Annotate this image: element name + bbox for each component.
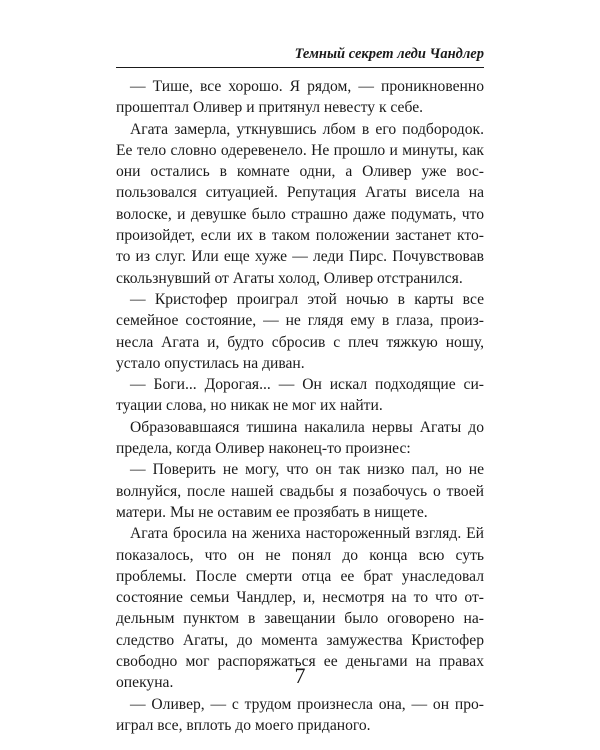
running-header: [116, 46, 484, 68]
paragraph-5: Образовавшаяся тишина накалила нервы Агаты до предела, когда Оливер наконец-то произнес:: [116, 418, 484, 458]
paragraph-8: — Оливер, — с трудом произнесла она, — он проиграл все, вплоть до моего приданого.: [116, 695, 484, 734]
book-title: Темный секрет леди Чандлер: [294, 46, 484, 62]
paragraph-7: Агата бросила на жениха настороженный взгляд. Ей показалось, что он не понял до конца всю суть проблемы. После смерти отца ее брат унаследовал состояние семьи Чандлер, и, несмотря на то что отдельным пунктом в завещании было оговорено наследство Агаты, до момента замужества Кристофер свободно мог распоряжаться ее деньгами на правах опекуна.: [116, 525, 484, 692]
paragraph-6: — Поверить не могу, что он так низко пал, но не волнуйся, после нашей свадьбы я позабочусь о твоей матери. Мы не оставим ее прозябать в нищете.: [116, 461, 484, 521]
paragraph-1: — Тише, все хорошо. Я рядом, — проникновенно прошептал Оливер и притянул невесту к себе.: [116, 78, 484, 117]
body-text: [116, 76, 484, 736]
page-number: 7: [294, 663, 306, 688]
paragraph-2: Агата замерла, уткнувшись лбом в его подбородок. Ее тело словно одеревенело. Не прошло и минуты, как они остались в комнате одни, а Оливер уже воспользовался ситуацией. Репутация Агаты висела на волоске, и девушке было страшно даже подумать, что произойдет, если их в таком положении застанет кто-то из слуг. Или еще хуже — леди Пирс. Почувствовав скользнувший от Агаты холод, Оливер отстранился.: [116, 120, 484, 287]
paragraph-4: — Боги... Дорогая... — Он искал подходящие ситуации слова, но никак не мог их найти.: [116, 376, 484, 415]
paragraph-3: — Кристофер проиграл этой ночью в карты все семейное состояние, — не глядя ему в глаза, произнесла Агата и, будто сбросив с плеч тяжкую ношу, устало опустилась на диван.: [116, 290, 484, 372]
